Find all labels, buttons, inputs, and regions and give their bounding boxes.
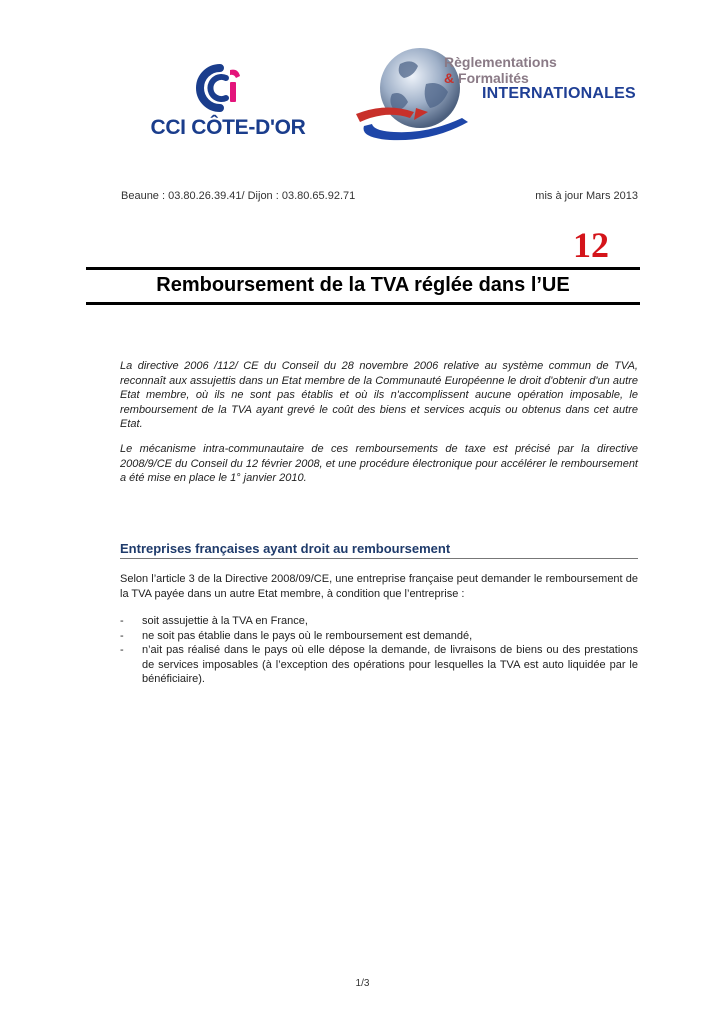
list-bullet: - (120, 629, 124, 642)
title-rule-top (86, 267, 640, 270)
section-heading: Entreprises françaises ayant droit au remboursement (120, 541, 638, 559)
page-number: 1/3 (355, 978, 370, 989)
cci-logo (138, 62, 318, 142)
logo-ampersand: & (444, 70, 455, 86)
list-item-text: soit assujettie à la TVA en France, (142, 615, 308, 627)
logo-formalites-text: Formalités (454, 70, 529, 86)
cci-emblem-icon (190, 62, 266, 114)
list-item-text: ne soit pas établie dans le pays où le remboursement est demandé, (142, 629, 473, 642)
contact-phones: Beaune : 03.80.26.39.41/ Dijon : 03.80.65.92.71 (121, 190, 356, 202)
list-item-text: n’ait pas réalisé dans le pays où elle dépose la demande, de livraisons de biens ou des prestations de services imposables (à l’exception des opérations pour lesquelles la TVA est auto liquidée par le bénéficiaire). (142, 644, 638, 685)
conditions-list (120, 614, 638, 687)
logo-line-internationales: INTERNATIONALES (482, 85, 636, 102)
intro-paragraph-1: La directive 2006 /112/ CE du Conseil du 28 novembre 2006 relative au système commun de TVA, reconnaît aux assujettis dans un Etat membre de la Communauté Européenne le droit d'obtenir d'un autre Etat membre, où ils ne sont pas établis et où ils n'accomplissent aucune opération imposable, le remboursement de la TVA ayant grevé le coût des biens et services acquis ou obtenus dans cet autre Etat. (120, 360, 638, 430)
reglementations-logo (356, 42, 636, 146)
intro-paragraph-2: Le mécanisme intra-communautaire de ces remboursements de taxe est précisé par la directive 2008/9/CE du Conseil du 12 février 2008, et une procédure électronique pour accélérer le remboursement a été mise en place le 1° janvier 2010. (120, 443, 638, 484)
update-date: mis à jour Mars 2013 (535, 190, 638, 202)
logo-line-reglementations: Règlementations (444, 54, 557, 70)
list-item (120, 614, 638, 629)
list-item (120, 643, 638, 687)
list-bullet: - (120, 644, 124, 656)
fiche-number: 12 (573, 225, 609, 265)
list-bullet: - (120, 615, 124, 627)
list-item (120, 629, 638, 644)
title-rule-bottom (86, 302, 640, 305)
logo-line-formalites (444, 70, 529, 86)
section-paragraph: Selon l’article 3 de la Directive 2008/09/CE, une entreprise française peut demander le remboursement de la TVA payée dans un autre Etat membre, à condition que l’entreprise : (120, 573, 638, 600)
cci-name: CCI CÔTE-D'OR (150, 116, 306, 139)
document-title: Remboursement de la TVA réglée dans l’UE (156, 274, 570, 296)
